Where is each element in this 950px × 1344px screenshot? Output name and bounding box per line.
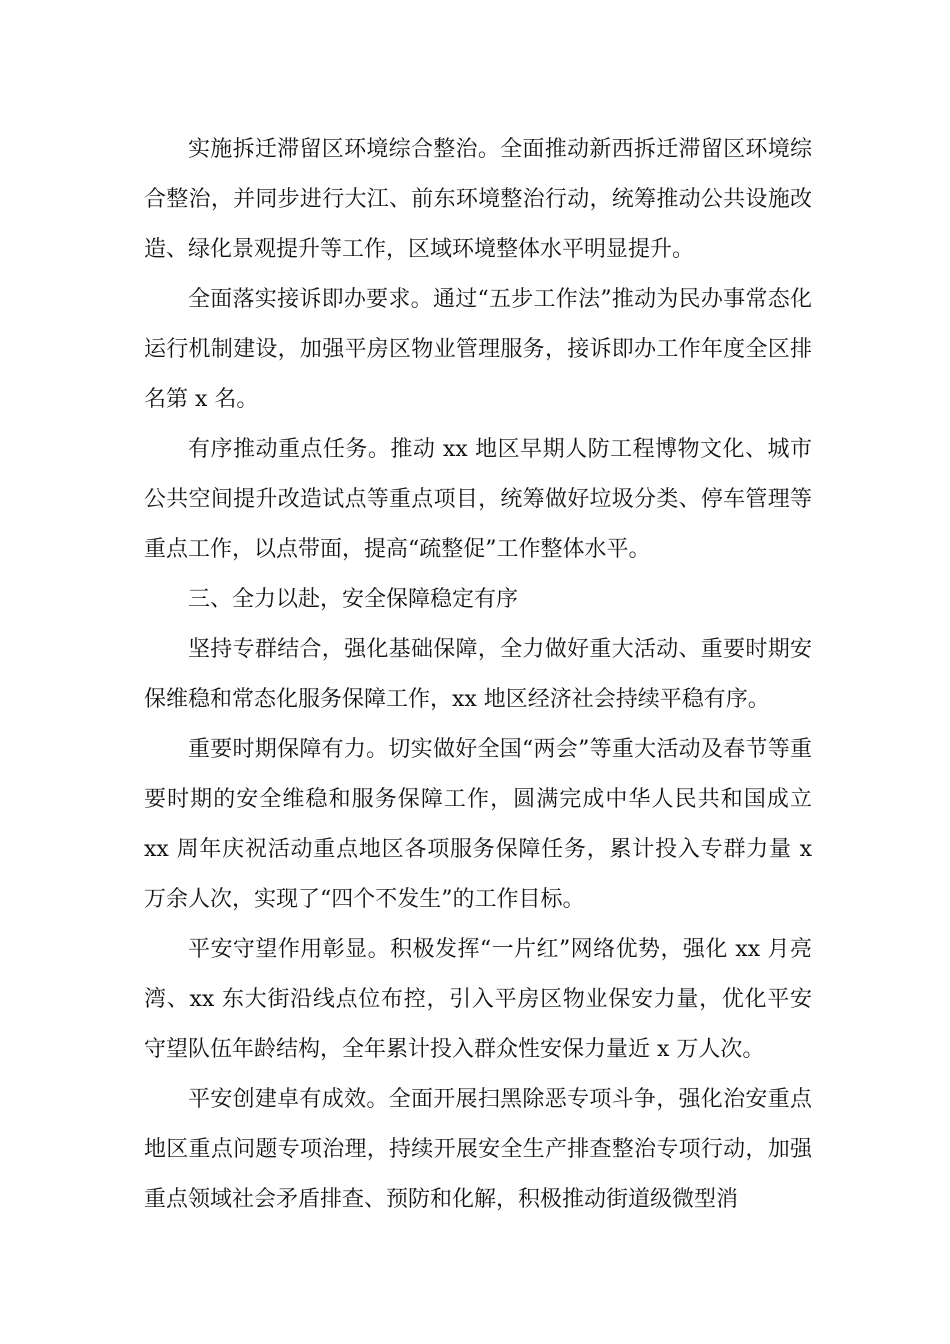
- paragraph-key-tasks: 有序推动重点任务。推动 xx 地区早期人防工程博物文化、城市公共空间提升改造试点等重点项目，统筹做好垃圾分类、停车管理等重点工作，以点带面，提高“疏整促”工作整体水平。: [144, 437, 812, 562]
- paragraph-complaint-handling: 全面落实接诉即办要求。通过“五步工作法”推动为民办事常态化运行机制建设，加强平房区物业管理服务，接诉即办工作年度全区排名第 x 名。: [144, 287, 812, 412]
- paragraph-key-period-support: 重要时期保障有力。切实做好全国“两会”等重大活动及春节等重要时期的安全维稳和服务保障工作，圆满完成中华人民共和国成立 xx 周年庆祝活动重点地区各项服务保障任务，累计投入专群力量 x 万余人次，实现了“四个不发生”的工作目标。: [144, 737, 812, 912]
- section-heading: 三、全力以赴，安全保障稳定有序: [188, 587, 519, 612]
- document-body: [144, 125, 812, 1225]
- paragraph-safety-watch: 平安守望作用彰显。积极发挥“一片红”网络优势，强化 xx 月亮湾、xx 东大街沿线点位布控，引入平房区物业保安力量，优化平安守望队伍年龄结构，全年累计投入群众性安保力量近 x 万人次。: [144, 937, 812, 1062]
- paragraph-safety-building: 平安创建卓有成效。全面开展扫黑除恶专项斗争，强化治安重点地区重点问题专项治理，持续开展安全生产排查整治专项行动，加强重点领域社会矛盾排查、预防和化解，积极推动街道级微型消: [144, 1087, 812, 1212]
- paragraph-security-overview: 坚持专群结合，强化基础保障，全力做好重大活动、重要时期安保维稳和常态化服务保障工作，xx 地区经济社会持续平稳有序。: [144, 637, 812, 712]
- paragraph-environment-renovation: 实施拆迁滞留区环境综合整治。全面推动新西拆迁滞留区环境综合整治，并同步进行大江、前东环境整治行动，统筹推动公共设施改造、绿化景观提升等工作，区域环境整体水平明显提升。: [144, 137, 812, 262]
